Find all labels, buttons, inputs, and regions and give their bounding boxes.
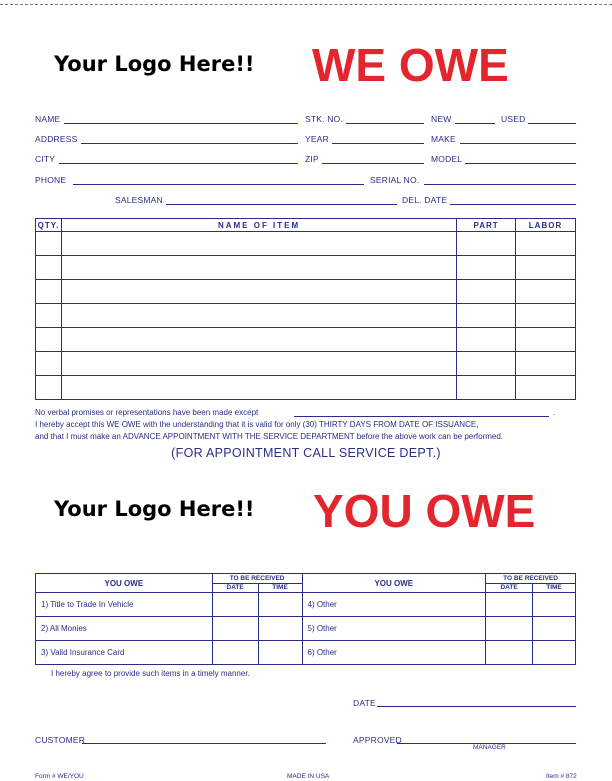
phone-field[interactable] — [73, 184, 364, 185]
table-row — [36, 593, 576, 617]
part-cell[interactable] — [457, 280, 516, 304]
year-field[interactable] — [332, 143, 424, 144]
name-of-item-header: NAME OF ITEM — [61, 219, 456, 232]
qty-cell[interactable] — [36, 256, 62, 280]
agreement-text: I hereby agree to provide such items in a timely manner. — [51, 669, 250, 678]
time-cell[interactable] — [258, 617, 302, 641]
table-row — [36, 232, 576, 256]
labor-cell[interactable] — [516, 232, 576, 256]
part-cell[interactable] — [457, 352, 516, 376]
zip-field[interactable] — [322, 163, 424, 164]
labor-cell[interactable] — [516, 304, 576, 328]
to-be-received-header-right: TO BE RECEIVED — [486, 574, 576, 584]
you-owe-item: 5) Other — [302, 617, 486, 641]
date-cell[interactable] — [486, 593, 533, 617]
address-label: ADDRESS — [35, 134, 78, 144]
manager-label: MANAGER — [473, 744, 506, 751]
item-cell[interactable] — [61, 328, 456, 352]
qty-cell[interactable] — [36, 352, 62, 376]
del-date-label: DEL. DATE — [402, 195, 448, 205]
part-cell[interactable] — [457, 328, 516, 352]
phone-label: PHONE — [35, 175, 67, 185]
del-date-field[interactable] — [450, 204, 576, 205]
item-cell[interactable] — [61, 280, 456, 304]
date-header-left: DATE — [212, 583, 258, 593]
serial-no-field[interactable] — [424, 184, 576, 185]
exceptions-field[interactable] — [294, 416, 549, 417]
labor-cell[interactable] — [516, 376, 576, 400]
date-field[interactable] — [377, 706, 576, 707]
item-cell[interactable] — [61, 376, 456, 400]
city-field[interactable] — [59, 163, 298, 164]
name-field[interactable] — [64, 123, 298, 124]
you-owe-item: 1) Title to Trade In Vehicle — [36, 593, 213, 617]
table-row — [36, 641, 576, 665]
labor-header: LABOR — [516, 219, 576, 232]
time-cell[interactable] — [258, 593, 302, 617]
date-cell[interactable] — [212, 617, 258, 641]
serial-no-label: SERIAL NO. — [370, 175, 420, 185]
address-field[interactable] — [81, 143, 298, 144]
stk-no-field[interactable] — [346, 123, 424, 124]
make-label: MAKE — [431, 134, 456, 144]
disclaimer-line-3: and that I must make an ADVANCE APPOINTMENT WITH THE SERVICE DEPARTMENT before the above work can be performed. — [35, 432, 504, 441]
new-field[interactable] — [455, 123, 495, 124]
item-cell[interactable] — [61, 256, 456, 280]
cut-line — [0, 4, 612, 5]
item-cell[interactable] — [61, 304, 456, 328]
model-field[interactable] — [465, 163, 576, 164]
table-row — [36, 328, 576, 352]
name-label: NAME — [35, 114, 61, 124]
salesman-label: SALESMAN — [115, 195, 163, 205]
new-label: NEW — [431, 114, 452, 124]
approved-label: APPROVED — [353, 735, 402, 745]
you-owe-header-right: YOU OWE — [302, 574, 486, 593]
salesman-field[interactable] — [166, 204, 397, 205]
stk-no-label: STK. NO. — [305, 114, 343, 124]
time-header-left: TIME — [258, 583, 302, 593]
date-cell[interactable] — [486, 641, 533, 665]
time-cell[interactable] — [258, 641, 302, 665]
qty-header: QTY. — [36, 219, 62, 232]
item-number: Item # 872 — [546, 773, 577, 780]
you-owe-title: YOU OWE — [313, 485, 536, 537]
logo-placeholder: Your Logo Here!! — [54, 52, 255, 76]
we-owe-title: WE OWE — [312, 39, 509, 91]
qty-cell[interactable] — [36, 280, 62, 304]
labor-cell[interactable] — [516, 280, 576, 304]
labor-cell[interactable] — [516, 328, 576, 352]
you-owe-item: 4) Other — [302, 593, 486, 617]
item-cell[interactable] — [61, 232, 456, 256]
customer-label: CUSTOMER — [35, 735, 86, 745]
item-cell[interactable] — [61, 352, 456, 376]
zip-label: ZIP — [305, 154, 319, 164]
table-row — [36, 256, 576, 280]
disclaimer-line-1: No verbal promises or representations have been made except — [35, 408, 259, 417]
table-row — [36, 304, 576, 328]
you-owe-header-left: YOU OWE — [36, 574, 213, 593]
to-be-received-header-left: TO BE RECEIVED — [212, 574, 302, 584]
disclaimer-line-2: I hereby accept this WE OWE with the understanding that it is valid for only (30) THIRTY DAYS FROM DATE OF ISSUANCE, — [35, 420, 479, 429]
labor-cell[interactable] — [516, 352, 576, 376]
date-cell[interactable] — [212, 641, 258, 665]
used-label: USED — [501, 114, 526, 124]
qty-cell[interactable] — [36, 304, 62, 328]
qty-cell[interactable] — [36, 232, 62, 256]
qty-cell[interactable] — [36, 328, 62, 352]
you-owe-item: 6) Other — [302, 641, 486, 665]
table-row — [36, 280, 576, 304]
made-in-usa: MADE IN USA — [287, 773, 330, 780]
year-label: YEAR — [305, 134, 329, 144]
qty-cell[interactable] — [36, 376, 62, 400]
you-owe-item: 3) Valid Insurance Card — [36, 641, 213, 665]
time-cell[interactable] — [533, 617, 576, 641]
appointment-notice: (FOR APPOINTMENT CALL SERVICE DEPT.) — [171, 446, 441, 460]
table-row — [36, 376, 576, 400]
part-header: PART — [457, 219, 516, 232]
date-cell[interactable] — [486, 617, 533, 641]
city-label: CITY — [35, 154, 56, 164]
logo-placeholder-2: Your Logo Here!! — [54, 497, 255, 521]
you-owe-table — [35, 573, 576, 665]
you-owe-item: 2) All Monies — [36, 617, 213, 641]
form-number: Form # WE/YOU — [35, 773, 84, 780]
labor-cell[interactable] — [516, 256, 576, 280]
part-cell[interactable] — [457, 376, 516, 400]
time-header-right: TIME — [533, 583, 576, 593]
table-row — [36, 617, 576, 641]
items-table — [35, 218, 576, 400]
make-field[interactable] — [460, 143, 576, 144]
part-cell[interactable] — [457, 232, 516, 256]
part-cell[interactable] — [457, 256, 516, 280]
time-cell[interactable] — [533, 641, 576, 665]
disclaimer-period: . — [553, 408, 556, 417]
date-cell[interactable] — [212, 593, 258, 617]
time-cell[interactable] — [533, 593, 576, 617]
customer-signature-field[interactable] — [82, 743, 326, 744]
part-cell[interactable] — [457, 304, 516, 328]
table-row — [36, 352, 576, 376]
model-label: MODEL — [431, 154, 463, 164]
used-field[interactable] — [528, 123, 576, 124]
date-label: DATE — [353, 698, 376, 708]
date-header-right: DATE — [486, 583, 533, 593]
